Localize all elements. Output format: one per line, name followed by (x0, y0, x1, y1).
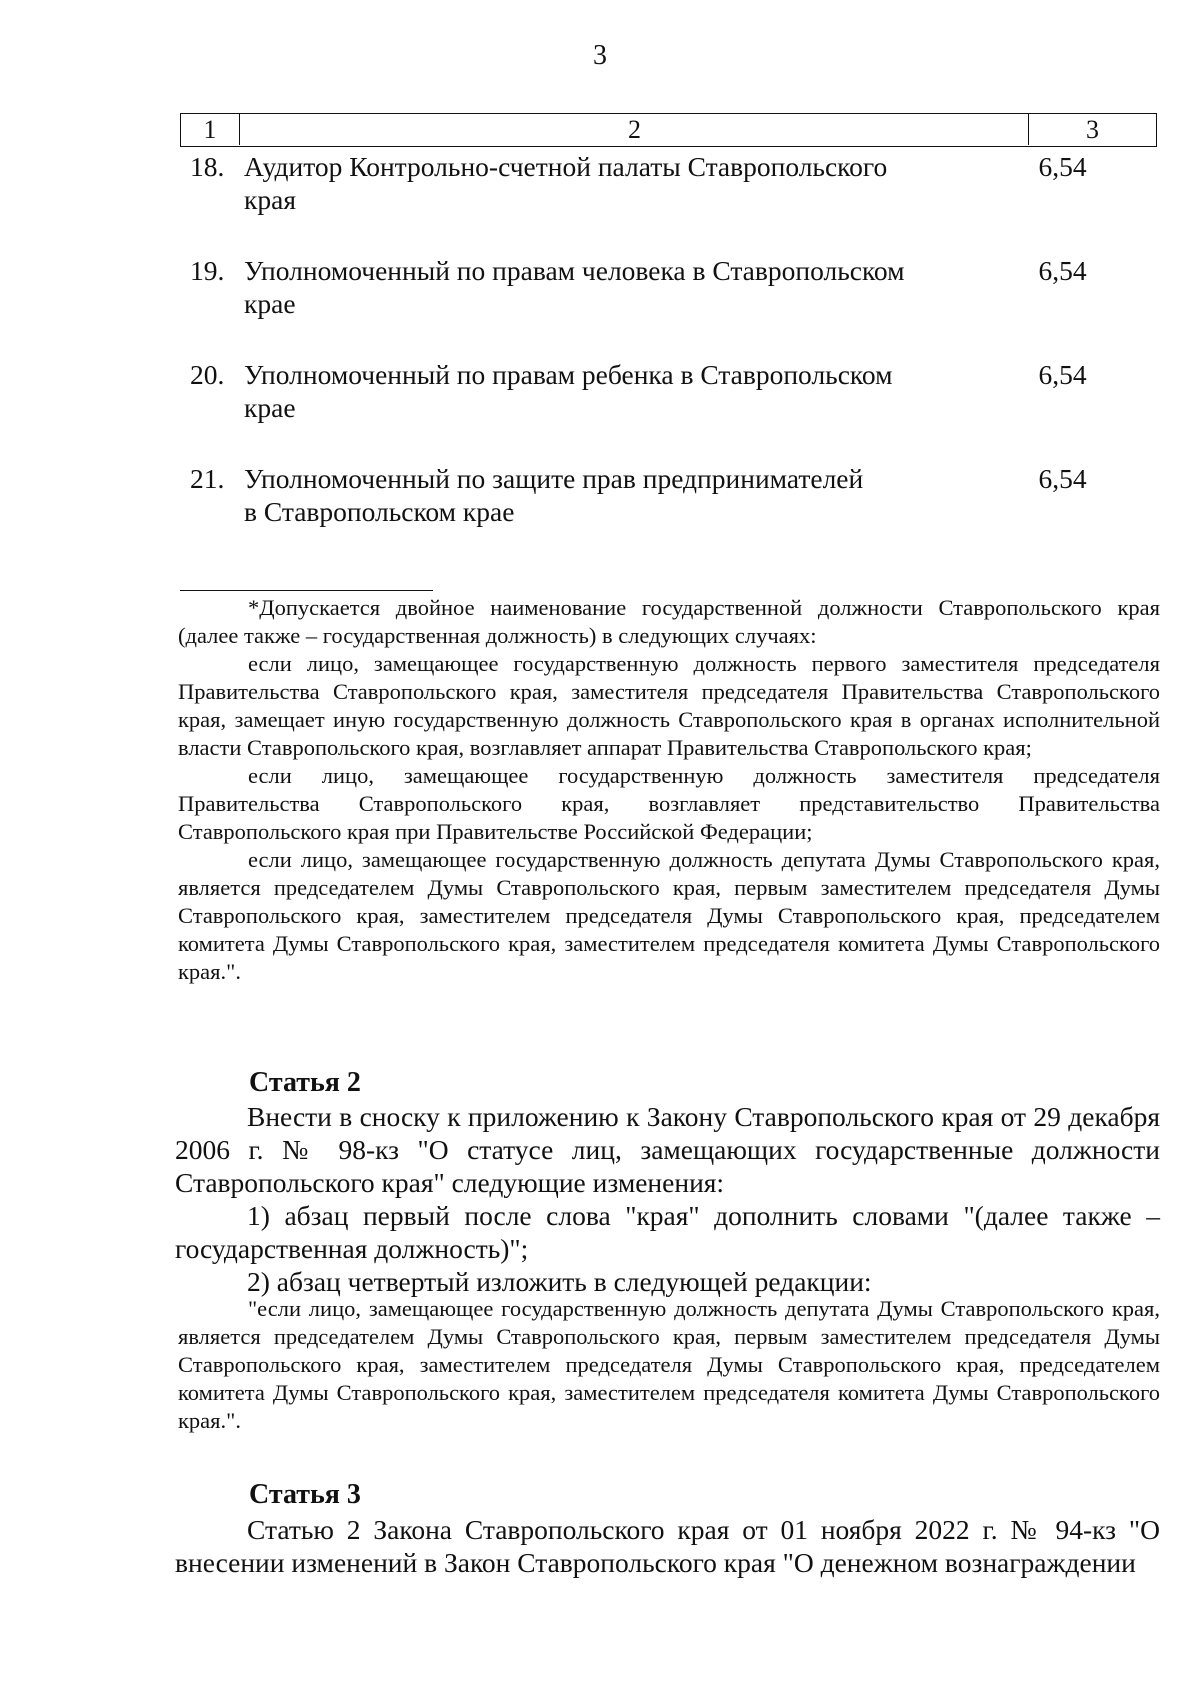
position-name (244, 462, 944, 528)
position-name (244, 254, 944, 320)
coefficient-value: 6,54 (1038, 255, 1087, 286)
position-name-line: Уполномоченный по правам ребенка в Ставропольском (244, 359, 893, 390)
table-header-col-1: 1 (203, 115, 217, 144)
position-name (244, 150, 944, 216)
article-paragraph: 1) абзац первый после слова "края" дополнить словами "(далее также – государственная должность)"; (175, 1200, 1160, 1264)
position-name-line: Аудитор Контрольно-счетной палаты Ставропольского (244, 151, 888, 182)
table-header-row (180, 113, 1157, 147)
page-number: 3 (593, 40, 607, 71)
article-paragraph: 2) абзац четвертый изложить в следующей редакции: (247, 1266, 872, 1297)
article-paragraph: Внести в сноску к приложению к Закону Ставропольского края от 29 декабря 2006 г. № 98-кз "О статусе лиц, замещающих государственные должности Ставропольского края" следующие изменения: (175, 1101, 1160, 1198)
coefficient-value: 6,54 (1038, 151, 1087, 182)
row-number: 19. (190, 255, 225, 286)
position-name-line: крае (244, 288, 296, 319)
coefficient-value: 6,54 (1038, 463, 1087, 494)
article-2-quote (178, 1295, 1160, 1435)
position-name-line: Уполномоченный по защите прав предпринимателей (244, 463, 864, 494)
position-name-line: крае (244, 392, 296, 423)
footnote-paragraph: если лицо, замещающее государственную должность первого заместителя председателя Правительства Ставропольского края, заместителя председателя Правительства Ставропольского края, замещает иную государственную должность Ставропольского края в органах исполнительной власти Ставропольского края, возглавляет аппарат Правительства Ставропольского края; (178, 651, 1160, 760)
coefficient-value: 6,54 (1038, 359, 1087, 390)
row-number: 20. (190, 359, 225, 390)
footnote-paragraph: *Допускается двойное наименование государственной должности Ставропольского края (далее также – государственная должность) в следующих случаях: (178, 595, 1160, 648)
quoted-paragraph: "если лицо, замещающее государственную должность депутата Думы Ставропольского края, является председателем Думы Ставропольского края, первым заместителем председателя Думы Ставропольского края, заместителем председателя Думы Ставропольского края, председателем комитета Думы Ставропольского края, заместителем председателя комитета Думы Ставропольского края.". (178, 1296, 1160, 1433)
article-paragraph: Статью 2 Закона Ставропольского края от 01 ноября 2022 г. № 94-кз "О внесении изменений в Закон Ставропольского края "О денежном вознаграждении (175, 1514, 1160, 1578)
footnote-paragraph: если лицо, замещающее государственную должность депутата Думы Ставропольского края, является председателем Думы Ставропольского края, первым заместителем председателя Думы Ставропольского края, заместителем председателя Думы Ставропольского края, председателем комитета Думы Ставропольского края, заместителем председателя комитета Думы Ставропольского края.". (178, 847, 1160, 984)
footnote-paragraph: если лицо, замещающее государственную должность заместителя председателя Правительства Ставропольского края, возглавляет представительство Правительства Ставропольского края при Правительстве Российской Федерации; (178, 763, 1160, 844)
footnote-block (178, 594, 1160, 986)
position-name (244, 358, 944, 424)
position-name-line: в Ставропольском крае (244, 496, 515, 527)
article-3-body (175, 1513, 1160, 1579)
table-header-col-2: 2 (239, 114, 1029, 145)
row-number: 21. (190, 463, 225, 494)
article-3-heading: Статья 3 (249, 1479, 361, 1510)
article-2-heading: Статья 2 (249, 1067, 361, 1098)
footnote-separator (180, 590, 433, 591)
row-number: 18. (190, 151, 225, 182)
article-2-body (175, 1100, 1160, 1298)
position-name-line: края (244, 184, 296, 215)
table-header-col-3: 3 (1028, 114, 1156, 145)
position-name-line: Уполномоченный по правам человека в Ставропольском (244, 255, 905, 286)
